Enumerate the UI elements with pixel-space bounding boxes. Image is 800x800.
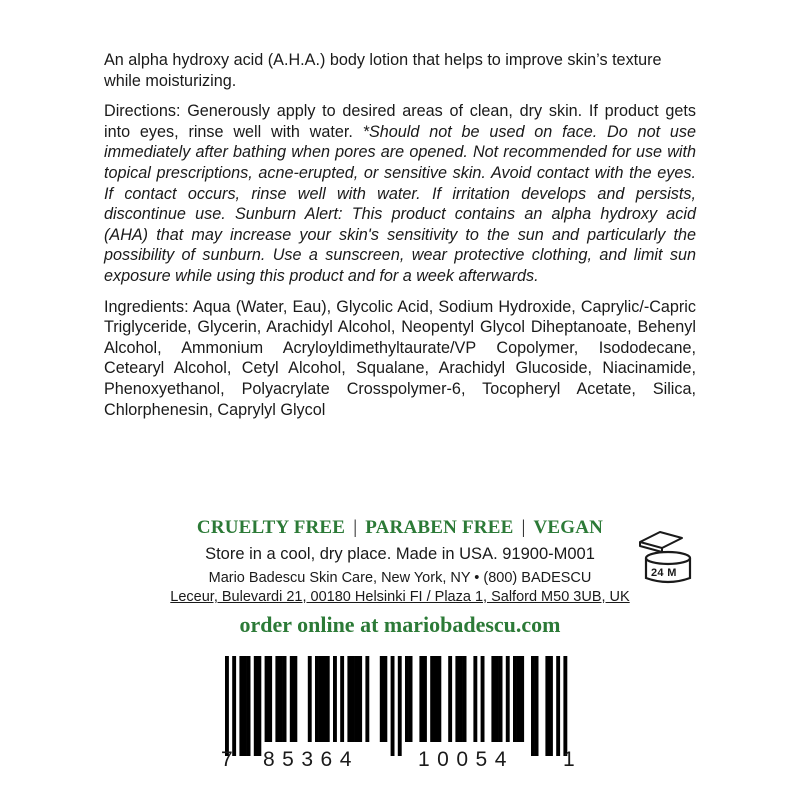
eu-address xyxy=(0,589,800,605)
barcode-bar xyxy=(380,656,384,742)
barcode-first-digit: 7 xyxy=(221,748,241,771)
barcode-bar xyxy=(513,656,517,742)
barcode-bar xyxy=(549,656,553,756)
barcode-bar xyxy=(308,656,312,742)
barcode-bar xyxy=(268,656,272,742)
barcode-bar xyxy=(232,656,236,756)
claim-cruelty-free: CRUELTY FREE xyxy=(196,517,346,538)
barcode xyxy=(225,656,585,756)
barcode-bar xyxy=(531,656,535,756)
barcode-bar xyxy=(315,656,319,742)
order-online-link: order online at mariobadescu.com xyxy=(239,612,561,637)
barcode-bar xyxy=(434,656,438,742)
directions-paragraph xyxy=(104,101,696,286)
product-text-block xyxy=(104,50,696,430)
barcode-bar xyxy=(293,656,297,742)
barcode-bar xyxy=(322,656,326,742)
barcode-left-digits: 85364 xyxy=(263,748,359,771)
barcode-bar xyxy=(358,656,362,742)
barcode-bar xyxy=(243,656,247,756)
barcode-bar xyxy=(455,656,459,742)
barcode-bar xyxy=(448,656,452,742)
barcode-bar xyxy=(473,656,477,742)
barcode-bar xyxy=(398,656,402,756)
barcode-bar xyxy=(279,656,283,742)
barcode-bar xyxy=(225,656,229,756)
barcode-bar xyxy=(275,656,279,742)
barcode-bar xyxy=(290,656,294,742)
eu-address-text: Leceur, Bulevardi 21, 00180 Helsinki FI / Plaza 1, Salford M50 3UB, UK xyxy=(170,589,630,605)
barcode-bar xyxy=(409,656,413,742)
barcode-bar xyxy=(355,656,359,742)
barcode-bar xyxy=(265,656,269,742)
barcode-bar xyxy=(405,656,409,742)
barcode-bar xyxy=(495,656,499,742)
barcode-bar xyxy=(351,656,355,742)
directions-warning: *Should not be used on face. Do not use immediately after bathing when pores are opened. Not recommended for use with topical prescriptions, acne-erupted, or sensitive skin. Avoid contact with the eyes. If contact occurs, rinse well with water. If irritation develops and persists, discontinue use. Sunburn Alert: This product contains an alpha hydroxy acid (AHA) that may increase your skin's sensitivity to the sun and particularly the possibility of sunburn. Use a sunscreen, wear protective clothing, and limit sun exposure while using this product and for a week afterwards. xyxy=(104,122,696,285)
claim-vegan: VEGAN xyxy=(533,517,604,538)
barcode-bar xyxy=(506,656,510,742)
barcode-right-digits: 10054 xyxy=(418,748,514,771)
barcode-bar xyxy=(545,656,549,756)
pao-label: 24 M xyxy=(651,567,677,579)
barcode-bar xyxy=(481,656,485,742)
barcode-bar xyxy=(340,656,344,742)
barcode-bar xyxy=(333,656,337,742)
barcode-bar xyxy=(517,656,521,742)
open-jar-icon xyxy=(632,528,692,588)
barcode-bar xyxy=(556,656,560,756)
ingredients-paragraph xyxy=(104,297,696,421)
barcode-bar xyxy=(499,656,503,742)
barcode-bar xyxy=(563,656,567,756)
barcode-bar xyxy=(365,656,369,742)
barcode-bar xyxy=(419,656,423,742)
barcode-bar xyxy=(430,656,434,742)
barcode-bar xyxy=(520,656,524,742)
barcode-bar xyxy=(283,656,287,742)
barcode-bar xyxy=(326,656,330,742)
barcode-bar xyxy=(463,656,467,742)
barcode-bar xyxy=(437,656,441,742)
company-info: Mario Badescu Skin Care, New York, NY • (800) BADESCU xyxy=(208,570,592,586)
barcode-bar xyxy=(491,656,495,742)
claim-separator: | xyxy=(353,517,358,538)
barcode-bar xyxy=(535,656,539,756)
barcode-bar xyxy=(391,656,395,756)
directions-label: Directions: xyxy=(104,102,181,121)
claim-paraben-free: PARABEN FREE xyxy=(365,517,514,538)
ingredients-label: Ingredients: xyxy=(104,297,189,316)
product-description: An alpha hydroxy acid (A.H.A.) body lotion that helps to improve skin’s texture while moisturizing. xyxy=(104,51,662,90)
barcode-bar xyxy=(257,656,261,756)
directions-text: Generously apply to desired areas of clean, dry skin. If product gets into eyes, rinse well with water. xyxy=(104,102,696,141)
storage-info: Store in a cool, dry place. Made in USA. 91900-M001 xyxy=(205,545,595,563)
barcode-bar xyxy=(459,656,463,742)
barcode-bar xyxy=(347,656,351,742)
barcode-bar xyxy=(423,656,427,742)
barcode-bar xyxy=(383,656,387,742)
barcode-check-digit: 1 xyxy=(563,748,583,771)
claim-separator: | xyxy=(521,517,526,538)
barcode-bar xyxy=(247,656,251,756)
ingredients-text: Aqua (Water, Eau), Glycolic Acid, Sodium Hydroxide, Caprylic/-Capric Triglyceride, Glycerin, Arachidyl Alcohol, Neopentyl Glycol Diheptanoate, Behenyl Alcohol, Ammonium Acryloyldimethyltaurate/VP Copolymer, Isododecane, Cetearyl Alcohol, Cetyl Alcohol, Squalane, Arachidyl Glucoside, Niacinamide, Phenoxyethanol, Polyacrylate Crosspolymer-6, Tocopheryl Acetate, Silica, Chlorphenesin, Caprylyl Glycol xyxy=(104,297,696,419)
barcode-bar xyxy=(239,656,243,756)
barcode-bar xyxy=(254,656,258,756)
barcode-bar xyxy=(319,656,323,742)
